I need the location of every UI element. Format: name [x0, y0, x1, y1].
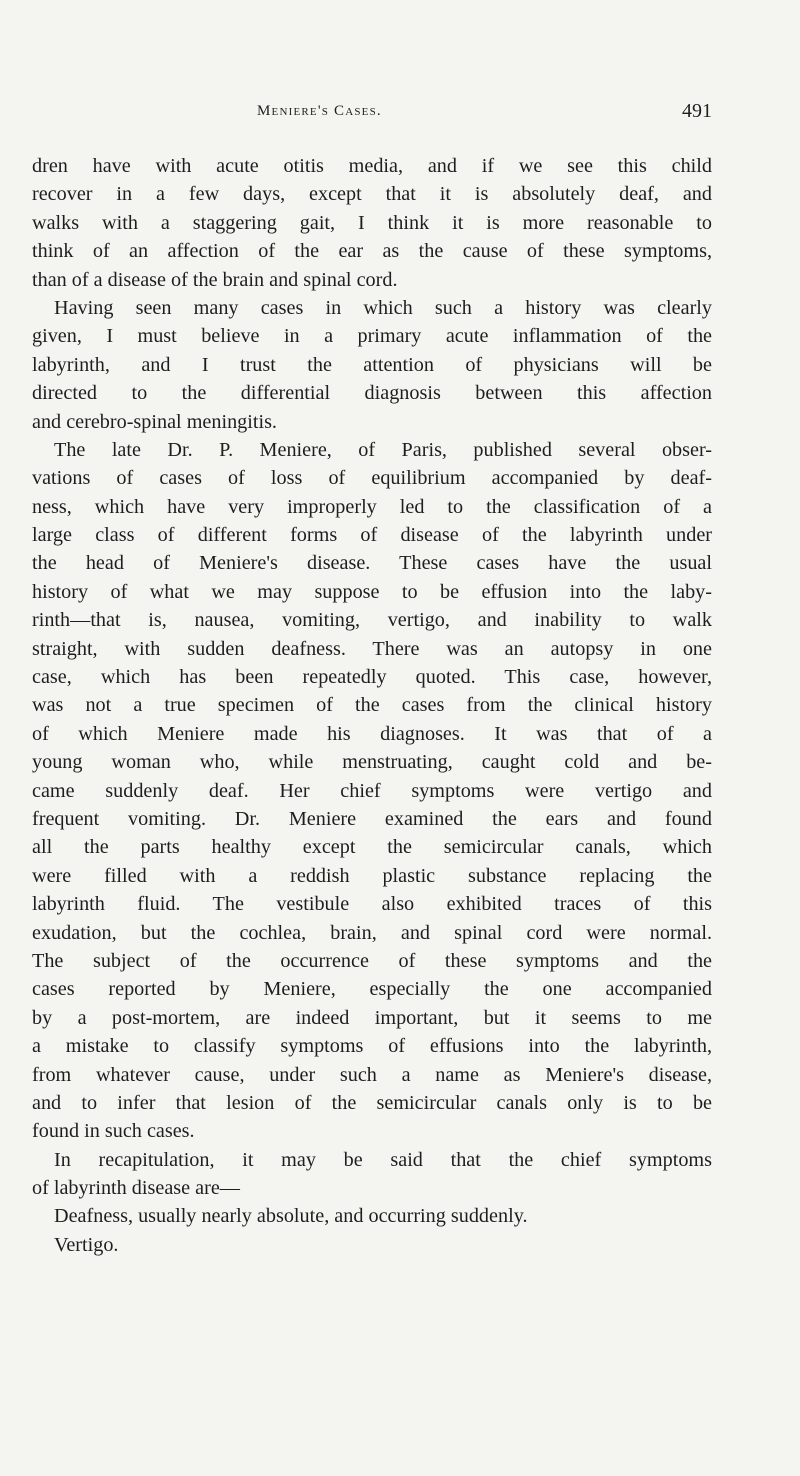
text-line: exudation, but the cochlea, brain, and spinal cord were normal. — [32, 921, 712, 944]
running-title: Meniere's Cases. — [257, 103, 382, 119]
text-line: vations of cases of loss of equilibrium accompanied by deaf- — [32, 467, 712, 490]
text-line: large class of different forms of disease of the labyrinth under — [32, 524, 712, 547]
text-line: was not a true specimen of the cases from the clinical history — [32, 694, 712, 717]
text-line: from whatever cause, under such a name as Meniere's disease, — [32, 1063, 712, 1086]
text-line: straight, with sudden deafness. There was an autopsy in one — [32, 637, 712, 660]
text-line: case, which has been repeatedly quoted. This case, however, — [32, 666, 712, 689]
text-line: ness, which have very improperly led to the classification of a — [32, 495, 712, 518]
text-line: of which Meniere made his diagnoses. It was that of a — [32, 722, 712, 745]
text-line: young woman who, while menstruating, caught cold and be- — [32, 751, 712, 774]
text-line: found in such cases. — [32, 1120, 195, 1143]
text-line: cases reported by Meniere, especially the one accompanied — [32, 978, 712, 1001]
text-line: directed to the differential diagnosis between this affection — [32, 382, 712, 405]
text-line: walks with a staggering gait, I think it is more reasonable to — [32, 211, 712, 234]
text-line: and cerebro-spinal meningitis. — [32, 410, 277, 433]
text-line: and to infer that lesion of the semicircular canals only is to be — [32, 1091, 712, 1114]
text-line: frequent vomiting. Dr. Meniere examined the ears and found — [32, 807, 712, 830]
text-line: labyrinth, and I trust the attention of physicians will be — [32, 353, 712, 376]
text-line: than of a disease of the brain and spinal cord. — [32, 268, 398, 291]
text-line: given, I must believe in a primary acute inflammation of the — [32, 325, 712, 348]
text-line: the head of Meniere's disease. These cases have the usual — [32, 552, 712, 575]
text-line: The subject of the occurrence of these symptoms and the — [32, 949, 712, 972]
text-line: a mistake to classify symptoms of effusions into the labyrinth, — [32, 1035, 712, 1058]
text-line: Vertigo. — [54, 1233, 119, 1256]
text-line: recover in a few days, except that it is absolutely deaf, and — [32, 183, 712, 206]
text-line: by a post-mortem, are indeed important, but it seems to me — [32, 1006, 712, 1029]
text-line: rinth—that is, nausea, vomiting, vertigo, and inability to walk — [32, 609, 712, 632]
text-line: Having seen many cases in which such a history was clearly — [54, 296, 712, 319]
text-line: In recapitulation, it may be said that the chief symptoms — [54, 1148, 712, 1171]
text-line: dren have with acute otitis media, and if we see this child — [32, 155, 712, 177]
text-line: all the parts healthy except the semicircular canals, which — [32, 836, 712, 859]
text-line: were filled with a reddish plastic substance replacing the — [32, 864, 712, 887]
page-number: 491 — [682, 100, 712, 122]
running-head — [32, 100, 712, 126]
text-line: came suddenly deaf. Her chief symptoms were vertigo and — [32, 779, 712, 802]
text-line: history of what we may suppose to be effusion into the laby- — [32, 580, 712, 603]
body-text — [32, 152, 712, 1259]
text-line: Deafness, usually nearly absolute, and occurring suddenly. — [54, 1205, 528, 1228]
text-line: think of an affection of the ear as the cause of these symptoms, — [32, 240, 712, 263]
text-line: The late Dr. P. Meniere, of Paris, published several obser- — [54, 438, 712, 461]
text-line: of labyrinth disease are— — [32, 1177, 240, 1200]
text-line: labyrinth fluid. The vestibule also exhibited traces of this — [32, 893, 712, 916]
